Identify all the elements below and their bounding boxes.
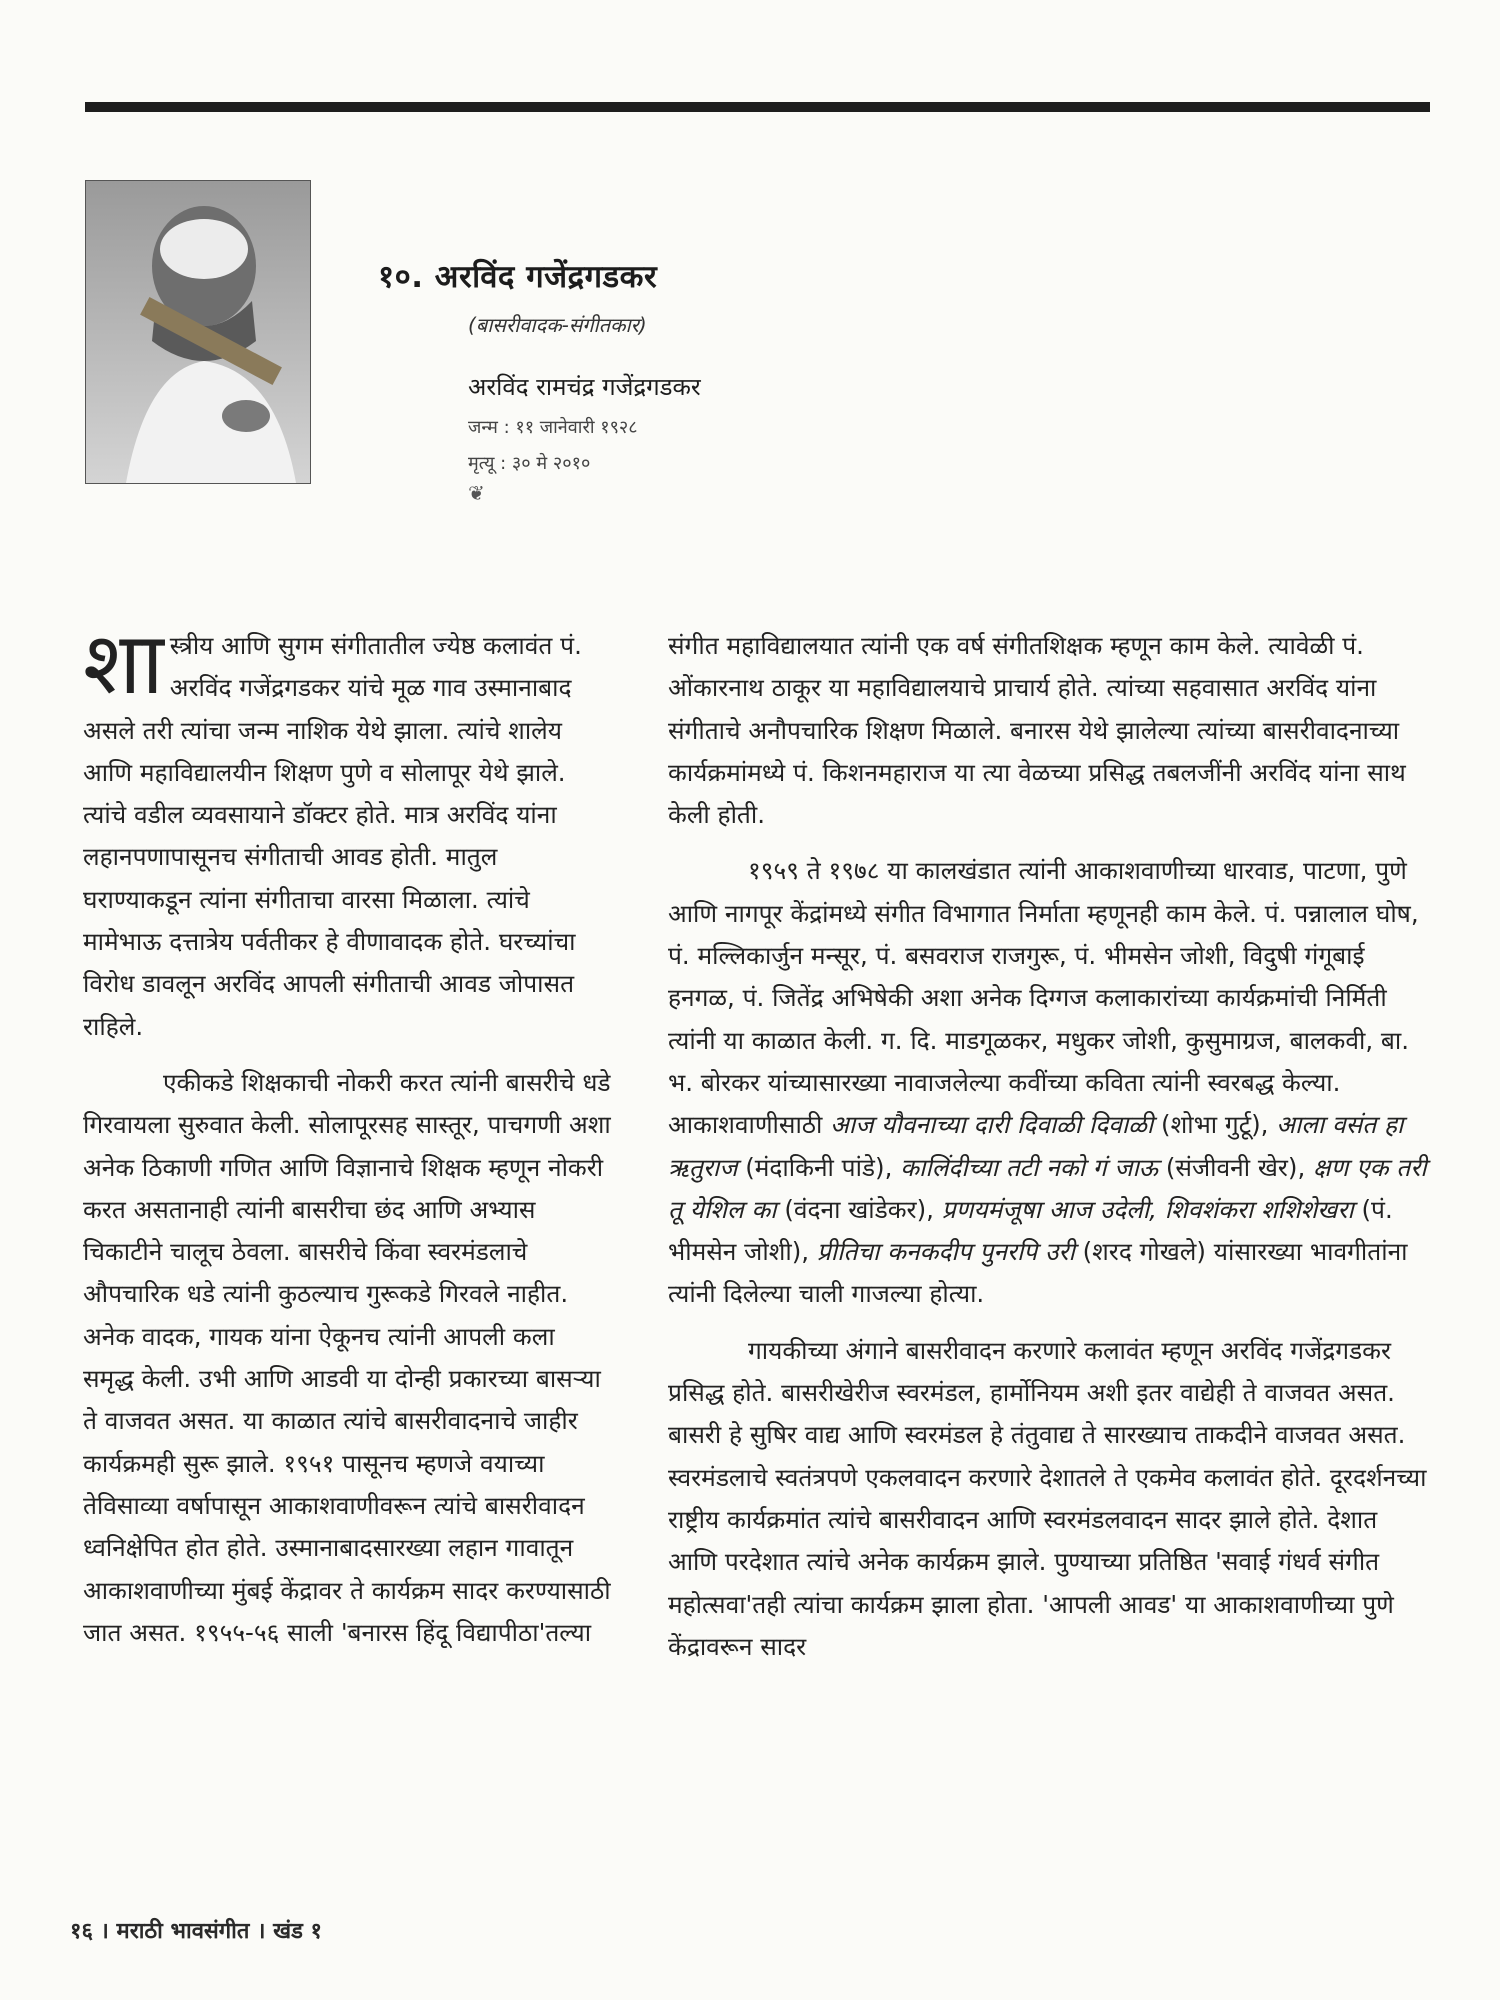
right-column <box>668 625 1430 1668</box>
singer-credit: (पं. भीमसेन जोशी), <box>668 1194 1393 1267</box>
paragraph-text: १९५९ ते १९७८ या कालखंडात त्यांनी आकाशवाणीच्या धारवाड, पाटणा, पुणे आणि नागपूर केंद्रांमध्ये संगीत विभागात निर्माता म्हणूनही काम केले. पं. पन्नालाल घोष, पं. मल्लिकार्जुन मन्सूर, पं. बसवराज राजगुरू, पं. भीमसेन जोशी, विदुषी गंगूबाई हनगळ, पं. जितेंद्र अभिषेकी अशा अनेक दिग्गज कलाकारांच्या कार्यक्रमांची निर्मिती त्यांनी या काळात केली. ग. दि. माडगूळकर, मधुकर जोशी, कुसुमाग्रज, बालकवी, बा. भ. बोरकर यांच्यासारख्या नावाजलेल्या कवींच्या कविता त्यांनी स्वरबद्ध केल्या. आकाशवाणीसाठी <box>668 856 1419 1140</box>
song-title: आज यौवनाच्या दारी दिवाळी दिवाळी <box>830 1110 1154 1140</box>
artist-photo-illustration <box>86 181 310 483</box>
paragraph: गायकीच्या अंगाने बासरीवादन करणारे कलावंत म्हणून अरविंद गजेंद्रगडकर प्रसिद्ध होते. बासरीखेरीज स्वरमंडल, हार्मोनियम अशी इतर वाद्येही ते वाजवत असत. बासरी हे सुषिर वाद्य आणि स्वरमंडल हे तंतुवाद्य ते सारख्याच ताकदीने वाजवत असत. स्वरमंडलाचे स्वतंत्रपणे एकलवादन करणारे देशातले ते एकमेव कलावंत होते. दूरदर्शनच्या राष्ट्रीय कार्यक्रमांत त्यांचे बासरीवादन आणि स्वरमंडलवादन सादर झाले होते. देशात आणि परदेशात त्यांचे अनेक कार्यक्रम झाले. पुण्याच्या प्रतिष्ठित 'सवाई गंधर्व संगीत महोत्सवा'तही त्यांचा कार्यक्रम झाला होता. 'आपली आवड' या आकाशवाणीच्या पुणे केंद्रावरून सादर <box>668 1335 1427 1661</box>
singer-credit: (वंदना खांडेकर), <box>784 1194 934 1224</box>
death-date: मृत्यू : ३० मे २०१० <box>468 453 591 474</box>
ornament-icon: ❦ <box>468 481 487 505</box>
song-title: कालिंदीच्या तटी नको गं जाऊ <box>900 1152 1159 1182</box>
singer-credit: (शोभा गुर्टू), <box>1161 1110 1269 1140</box>
paragraph <box>83 614 611 1048</box>
singer-credit: (मंदाकिनी पांडे), <box>745 1152 893 1182</box>
page-footer: १६ । मराठी भावसंगीत । खंड १ <box>70 1919 322 1944</box>
artist-photo <box>85 180 311 484</box>
page-title: १०. अरविंद गजेंद्रगडकर <box>378 259 658 295</box>
paragraph: संगीत महाविद्यालयात त्यांनी एक वर्ष संगीतशिक्षक म्हणून काम केले. त्यावेळी पं. ओंकारनाथ ठाकूर या महाविद्यालयाचे प्राचार्य होते. त्यांच्या सहवासात अरविंद यांना संगीताचे अनौपचारिक शिक्षण मिळाले. बनारस येथे झालेल्या त्यांच्या बासरीवादनाच्या कार्यक्रमांमध्ये पं. किशनमहाराज या त्या वेळच्या प्रसिद्ध तबलजींनी अरविंद यांना साथ केली होती. <box>668 631 1406 830</box>
paragraph-text: स्त्रीय आणि सुगम संगीतातील ज्येष्ठ कलावंत पं. अरविंद गजेंद्रगडकर यांचे मूळ गाव उस्मानाबाद असले तरी त्यांचा जन्म नाशिक येथे झाला. त्यांचे शालेय आणि महाविद्यालयीन शिक्षण पुणे व सोलापूर येथे झाले. त्यांचे वडील व्यवसायाने डॉक्टर होते. मात्र अरविंद यांना लहानपणापासूनच संगीताची आवड होती. मातुल घराण्याकडून त्यांना संगीताचा वारसा मिळाला. त्यांचे मामेभाऊ दत्तात्रेय पर्वतीकर हे वीणावादक होते. घरच्यांचा विरोध डावलून अरविंद आपली संगीताची आवड जोपासत राहिले. <box>83 631 582 1041</box>
singer-credit: (संजीवनी खेर), <box>1165 1152 1306 1182</box>
song-title: प्रणयमंजूषा आज उदेली, शिवशंकरा शशिशेखरा <box>941 1194 1354 1224</box>
song-title: प्रीतिचा कनकदीप पुनरपि उरी <box>816 1237 1075 1267</box>
song-title: क्षण एक तरी तू येशिल का <box>668 1152 1427 1224</box>
birth-date: जन्म : ११ जानेवारी १९२८ <box>468 417 638 438</box>
song-title: आला वसंत हा ऋतुराज <box>668 1110 1404 1182</box>
article-header <box>378 255 1078 505</box>
singer-credit: (शरद गोखले) यांसारख्या भावगीतांना त्यांनी दिलेल्या चाली गाजल्या होत्या. <box>668 1237 1408 1309</box>
drop-cap: शा <box>83 614 164 714</box>
left-column <box>83 614 611 1654</box>
paragraph: एकीकडे शिक्षकाची नोकरी करत त्यांनी बासरीचे धडे गिरवायला सुरुवात केली. सोलापूरसह सास्तूर, पाचगणी अशा अनेक ठिकाणी गणित आणि विज्ञानाचे शिक्षक म्हणून नोकरी करत असतानाही त्यांनी बासरीचा छंद आणि अभ्यास चिकाटीने चालूच ठेवला. बासरीचे किंवा स्वरमंडलाचे औपचारिक धडे त्यांनी कुठल्याच गुरूकडे गिरवले नाहीत. अनेक वादक, गायक यांना ऐकूनच त्यांनी आपली कला समृद्ध केली. उभी आणि आडवी या दोन्ही प्रकारच्या बासऱ्या ते वाजवत असत. या काळात त्यांचे बासरीवादनाचे जाहीर कार्यक्रमही सुरू झाले. १९५१ पासूनच म्हणजे वयाच्या तेविसाव्या वर्षापासून आकाशवाणीवरून त्यांचे बासरीवादन ध्वनिक्षेपित होत होते. उस्मानाबादसारख्या लहान गावातून आकाशवाणीच्या मुंबई केंद्रावर ते कार्यक्रम सादर करण्यासाठी जात असत. १९५५-५६ साली 'बनारस हिंदू विद्यापीठा'तल्या <box>83 1067 611 1647</box>
subtitle: (बासरीवादक-संगीतकार) <box>468 313 647 337</box>
paragraph <box>668 850 1430 1315</box>
top-rule <box>85 102 1430 112</box>
full-name: अरविंद रामचंद्र गजेंद्रगडकर <box>468 373 701 401</box>
